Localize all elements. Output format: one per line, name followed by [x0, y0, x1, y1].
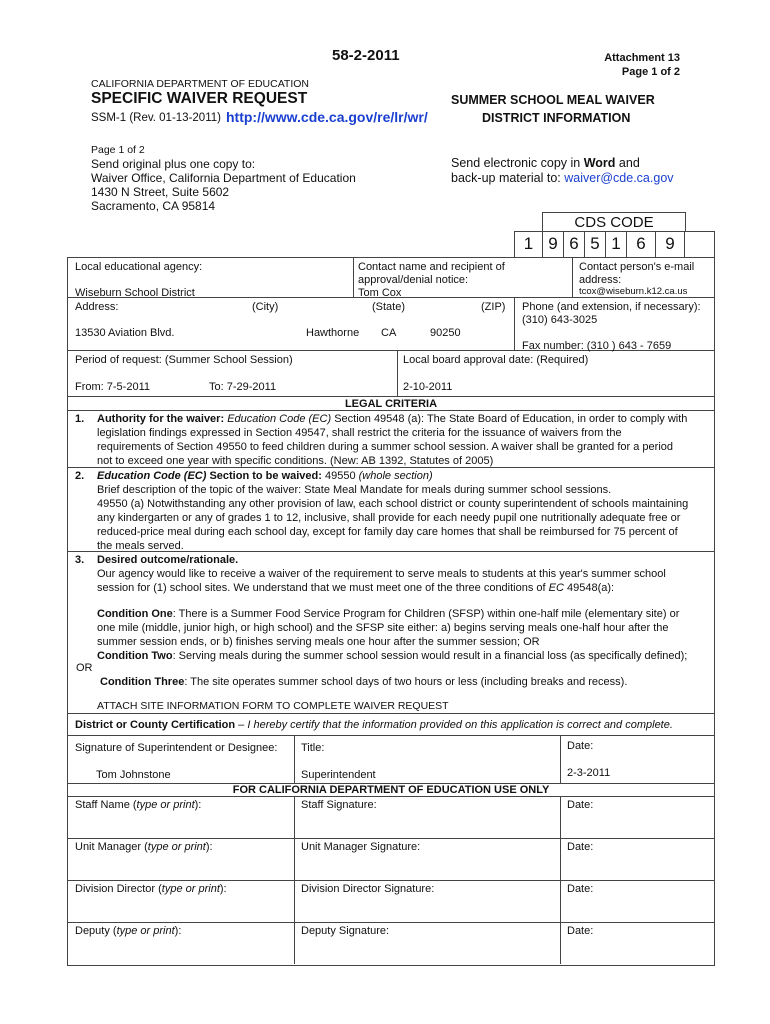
cert-date-value[interactable]: 2-3-2011 [567, 767, 611, 779]
page-indicator: Page 1 of 2 [91, 144, 145, 156]
lea-label: Local educational agency: [75, 261, 203, 273]
cde-waiver-link[interactable]: http://www.cde.ca.gov/re/lr/wr/ [226, 109, 428, 125]
state-label: (State) [372, 301, 406, 313]
mailing-line-4: Sacramento, CA 95814 [91, 199, 216, 213]
electronic-copy-line-2: back-up material to: waiver@cde.ca.gov [451, 171, 674, 185]
cds-digit: 1 [606, 231, 627, 257]
contact-label-1: Contact name and recipient of [358, 261, 505, 273]
phone-label: Phone (and extension, if necessary): [522, 301, 701, 313]
cds-digit: 6 [564, 231, 585, 257]
section-1-number: 1. [75, 413, 85, 425]
staff-signature-label[interactable]: Staff Signature: [301, 799, 377, 811]
mailing-line-3: 1430 N Street, Suite 5602 [91, 185, 230, 199]
signer-title[interactable]: Superintendent [301, 769, 376, 781]
cds-digit: 5 [585, 231, 606, 257]
condition-three: Condition Three: The site operates summer school days of two hours or less (including breaks and recess). [100, 676, 628, 688]
section-3-rationale: Desired outcome/rationale. Our agency would like to receive a waiver of the requirement to serve meals to students at this year's summer school session for (1) school sites. We understand that we must meet one of the three conditions of EC 49548(a): [97, 554, 666, 594]
city-value[interactable]: Hawthorne [306, 327, 360, 339]
zip-value[interactable]: 90250 [430, 327, 461, 339]
cds-digit: 9 [543, 231, 564, 257]
title-label: Title: [301, 742, 325, 754]
board-approval-label: Local board approval date: (Required) [403, 354, 589, 366]
document-number: 58-2-2011 [332, 47, 400, 64]
zip-label: (ZIP) [481, 301, 506, 313]
legal-criteria-heading: LEGAL CRITERIA [344, 398, 438, 410]
form-id: SSM-1 (Rev. 01-13-2011) [91, 112, 221, 124]
or-label: OR [76, 662, 93, 674]
unit-manager-name-label[interactable]: Unit Manager (type or print): [75, 841, 213, 853]
division-director-name-label[interactable]: Division Director (type or print): [75, 883, 227, 895]
city-label: (City) [252, 301, 279, 313]
staff-name-label[interactable]: Staff Name (type or print): [75, 799, 202, 811]
cds-digit: 1 [515, 231, 543, 257]
deputy-signature-label[interactable]: Deputy Signature: [301, 925, 390, 937]
section-2-ec-waived: Education Code (EC) Section to be waived: 49550 (whole section) Brief description of the topic of the waiver: State Meal Mandate for meals during summer school sessions. 49550 (a) Notwithstanding any other provision of law, each school district or county superintendent of schools maintaining any kindergarten or any of grades 1 to 12, inclusive, shall provide for each needy pupil one nutritionally adequate free or reduced-price meal during each school day, except for family day care homes that shall be reimbursed for 75 percent of the meals served. [97, 470, 689, 552]
contact-name-value[interactable]: Tom Cox [358, 287, 402, 299]
cde-use-heading: FOR CALIFORNIA DEPARTMENT OF EDUCATION USE ONLY [232, 784, 550, 796]
mailing-line-1: Send original plus one copy to: [91, 157, 256, 171]
period-from[interactable]: From: 7-5-2011 [75, 381, 150, 393]
deputy-date-label[interactable]: Date: [567, 925, 594, 937]
mailing-line-2: Waiver Office, California Department of Education [91, 171, 356, 185]
page-indicator-top: Page 1 of 2 [621, 66, 680, 78]
conditions-text: Condition One: There is a Summer Food Service Program for Children (SFSP) within one-half mile (elementary site) or one mile (middle, junior high, or high school) and the SFSP site either: a) begins serving meals one-half hour after the summer session ends, or b) finishes serving meals one hour after the summer session; OR Condition Two: Serving meals during the summer school session would result in a financial loss (as specifically defined); [97, 608, 688, 662]
deputy-name-label[interactable]: Deputy (type or print): [75, 925, 182, 937]
waiver-type-title: SUMMER SCHOOL MEAL WAIVER [451, 93, 655, 107]
section-2-number: 2. [75, 470, 85, 482]
address-value[interactable]: 13530 Aviation Blvd. [75, 327, 175, 339]
certification-statement: District or County Certification – I hereby certify that the information provided on this application is correct and complete. [75, 719, 673, 731]
attachment-label: Attachment 13 [604, 52, 680, 64]
signature-label: Signature of Superintendent or Designee: [75, 742, 278, 754]
form-title: SPECIFIC WAIVER REQUEST [91, 90, 308, 107]
email-label-2: address: [579, 274, 622, 286]
cds-code-label: CDS CODE [542, 212, 686, 232]
staff-date-label[interactable]: Date: [567, 799, 594, 811]
unit-manager-date-label[interactable]: Date: [567, 841, 594, 853]
lea-value[interactable]: Wiseburn School District [75, 287, 195, 299]
section-3-number: 3. [75, 554, 85, 566]
signer-name[interactable]: Tom Johnstone [96, 769, 171, 781]
division-director-signature-label[interactable]: Division Director Signature: [301, 883, 435, 895]
board-approval-value[interactable]: 2-10-2011 [403, 381, 453, 393]
fax-number[interactable]: Fax number: (310 ) 643 - 7659 [522, 340, 672, 352]
period-to[interactable]: To: 7-29-2011 [209, 381, 277, 393]
contact-email-value[interactable]: tcox@wiseburn.k12.ca.us [579, 286, 688, 297]
email-label-1: Contact person's e-mail [579, 261, 695, 273]
cds-digit: 9 [656, 231, 685, 257]
contact-label-2: approval/denial notice: [358, 274, 469, 286]
cds-digit [685, 231, 713, 257]
cert-date-label: Date: [567, 740, 594, 752]
cds-digit: 6 [627, 231, 656, 257]
address-label: Address: [75, 301, 119, 313]
phone-value[interactable]: (310) 643-3025 [522, 314, 598, 326]
state-value[interactable]: CA [381, 327, 397, 339]
unit-manager-signature-label[interactable]: Unit Manager Signature: [301, 841, 421, 853]
attach-instruction: ATTACH SITE INFORMATION FORM TO COMPLETE WAIVER REQUEST [97, 700, 449, 712]
electronic-copy-line-1: Send electronic copy in Word and [451, 156, 640, 170]
district-info-title: DISTRICT INFORMATION [482, 111, 631, 125]
waiver-email-link[interactable]: waiver@cde.ca.gov [564, 171, 674, 185]
division-director-date-label[interactable]: Date: [567, 883, 594, 895]
period-label: Period of request: (Summer School Session) [75, 354, 293, 366]
department-name: CALIFORNIA DEPARTMENT OF EDUCATION [91, 78, 309, 90]
section-1-authority: Authority for the waiver: Education Code (EC) Section 49548 (a): The State Board of Education, in order to comply with legislation findings expressed in Section 49547, shall restrict the criteria for the issuance of waivers from the requirements of Section 49550 to feed children during a summer school session. A waiver shall be granted for a period not to exceed one year with specific conditions. (New: AB 1392, Statutes of 2005) [97, 413, 688, 467]
